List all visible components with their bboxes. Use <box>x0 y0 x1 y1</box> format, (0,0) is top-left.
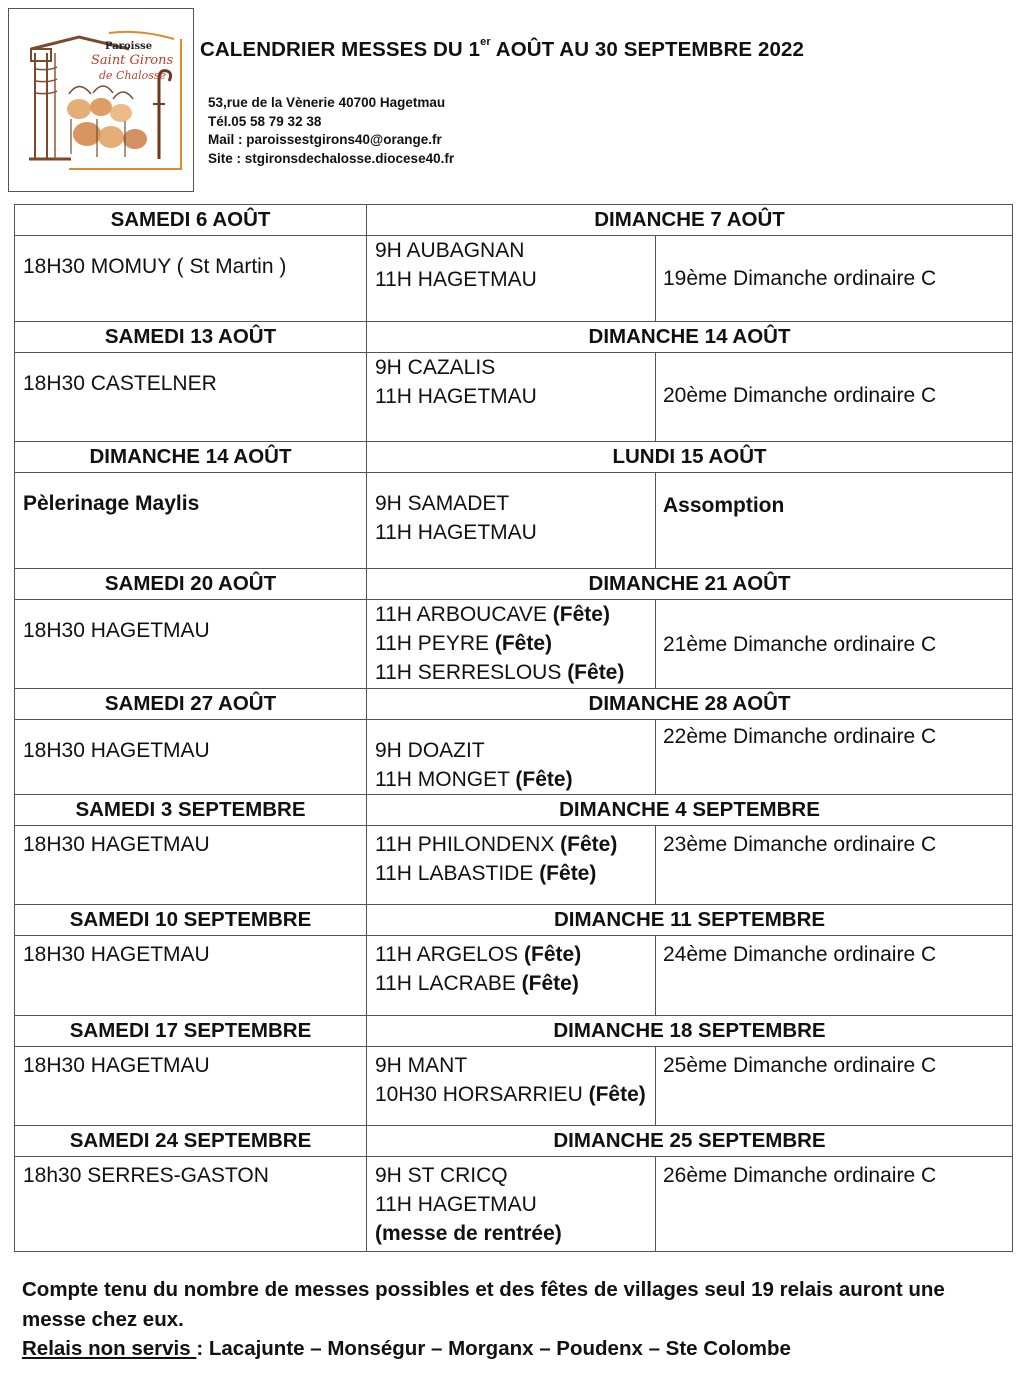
sunday-mass-line <box>375 265 655 294</box>
mass-place: 11H HAGETMAU <box>375 1193 537 1216</box>
liturgy-text: 24ème Dimanche ordinaire C <box>663 943 937 966</box>
week-header-row <box>15 1126 1013 1157</box>
liturgy-text: Assomption <box>663 494 785 517</box>
relais-label: Relais non servis <box>22 1337 197 1360</box>
mass-place: 11H HAGETMAU <box>375 521 537 544</box>
liturgy-text: 23ème Dimanche ordinaire C <box>663 833 937 856</box>
week-body-row <box>15 826 1013 905</box>
logo-subname-text: de Chalosse <box>99 69 167 82</box>
saturday-mass-text: 18h30 SERRES-GASTON <box>23 1164 269 1187</box>
liturgy-cell <box>656 600 1013 689</box>
title-sup: er <box>480 36 491 48</box>
sunday-masses-cell <box>367 236 656 322</box>
sunday-header: DIMANCHE 11 SEPTEMBRE <box>367 905 1013 936</box>
week-header-row <box>15 905 1013 936</box>
sunday-mass-line <box>375 658 655 687</box>
saturday-mass-text: 18H30 HAGETMAU <box>23 739 210 762</box>
mass-note: (messe de rentrée) <box>375 1222 562 1245</box>
liturgy-cell <box>656 720 1013 795</box>
sunday-header: LUNDI 15 AOÛT <box>367 442 1013 473</box>
mass-place: 11H HAGETMAU <box>375 268 537 291</box>
parish-logo <box>8 8 194 192</box>
sunday-mass-line <box>375 859 655 888</box>
mass-note: (Fête) <box>567 661 625 684</box>
contact-address: 53,rue de la Vènerie 40700 Hagetmau <box>208 95 446 110</box>
saturday-header: SAMEDI 17 SEPTEMBRE <box>15 1016 367 1047</box>
mass-note: (Fête) <box>494 632 552 655</box>
week-header-row <box>15 1016 1013 1047</box>
sunday-mass-line <box>375 1219 655 1248</box>
sunday-masses-cell <box>367 600 656 689</box>
sunday-mass-line <box>375 489 655 518</box>
saturday-mass-cell <box>15 826 367 905</box>
week-body-row <box>15 236 1013 322</box>
mass-place: 11H PHILONDENX <box>375 833 561 856</box>
sunday-masses-cell <box>367 353 656 442</box>
saturday-header: DIMANCHE 14 AOÛT <box>15 442 367 473</box>
footer-relais <box>22 1334 1012 1364</box>
mass-place: 9H AUBAGNAN <box>375 239 525 262</box>
footer-note <box>22 1275 1012 1364</box>
mass-place: 11H PEYRE <box>375 632 495 655</box>
week-body-row <box>15 936 1013 1016</box>
mass-calendar-table <box>14 204 1013 1252</box>
sunday-header: DIMANCHE 14 AOÛT <box>367 322 1013 353</box>
sunday-masses-cell <box>367 1157 656 1252</box>
week-body-row <box>15 720 1013 795</box>
saturday-mass-cell <box>15 473 367 569</box>
sunday-masses-cell <box>367 1047 656 1126</box>
sunday-mass-line <box>375 1051 655 1080</box>
sunday-mass-line <box>375 736 655 765</box>
week-body-row <box>15 1047 1013 1126</box>
saturday-header: SAMEDI 13 AOÛT <box>15 322 367 353</box>
liturgy-text: 25ème Dimanche ordinaire C <box>663 1054 937 1077</box>
page-title <box>200 38 804 62</box>
mass-place: 9H CAZALIS <box>375 356 496 379</box>
sunday-mass-line <box>375 1161 655 1190</box>
sunday-header: DIMANCHE 7 AOÛT <box>367 205 1013 236</box>
mass-place: 9H MANT <box>375 1054 468 1077</box>
mass-note: (Fête) <box>552 603 610 626</box>
week-header-row <box>15 322 1013 353</box>
saturday-mass-cell <box>15 236 367 322</box>
contact-block <box>208 94 454 168</box>
sunday-mass-line <box>375 629 655 658</box>
sunday-header: DIMANCHE 18 SEPTEMBRE <box>367 1016 1013 1047</box>
mass-place: 9H DOAZIT <box>375 739 485 762</box>
footer-note-text: Compte tenu du nombre de messes possibles et des fêtes de villages seul 19 relais auront une messe chez eux. <box>22 1278 945 1331</box>
title-part2: AOÛT AU 30 SEPTEMBRE 2022 <box>490 38 804 61</box>
contact-site: Site : stgironsdechalosse.diocese40.fr <box>208 150 455 166</box>
mass-note: (Fête) <box>524 943 582 966</box>
liturgy-cell <box>656 826 1013 905</box>
saturday-header: SAMEDI 3 SEPTEMBRE <box>15 795 367 826</box>
sunday-mass-line <box>375 969 655 998</box>
sunday-mass-line <box>375 1080 655 1109</box>
week-header-row <box>15 795 1013 826</box>
liturgy-cell <box>656 473 1013 569</box>
sunday-header: DIMANCHE 21 AOÛT <box>367 569 1013 600</box>
mass-place: 11H LACRABE <box>375 972 522 995</box>
sunday-mass-line <box>375 940 655 969</box>
saturday-mass-cell <box>15 600 367 689</box>
saturday-header: SAMEDI 20 AOÛT <box>15 569 367 600</box>
mass-place: 9H SAMADET <box>375 492 510 515</box>
saturday-header: SAMEDI 27 AOÛT <box>15 689 367 720</box>
liturgy-text: 19ème Dimanche ordinaire C <box>663 267 937 290</box>
mass-place: 11H HAGETMAU <box>375 385 537 408</box>
sunday-mass-line <box>375 600 655 629</box>
saturday-mass-text: 18H30 HAGETMAU <box>23 619 210 642</box>
saturday-mass-text: 18H30 MOMUY ( St Martin ) <box>23 255 287 278</box>
mass-place: 11H SERRESLOUS <box>375 661 568 684</box>
sunday-mass-line <box>375 765 655 794</box>
mass-place: 11H ARGELOS <box>375 943 525 966</box>
sunday-mass-line <box>375 382 655 411</box>
saturday-mass-cell <box>15 1157 367 1252</box>
title-part1: CALENDRIER MESSES DU 1 <box>200 38 481 61</box>
mass-note: (Fête) <box>588 1083 646 1106</box>
week-body-row <box>15 1157 1013 1252</box>
liturgy-text: 21ème Dimanche ordinaire C <box>663 633 937 656</box>
mass-place: 11H MONGET <box>375 768 516 791</box>
saturday-mass-cell <box>15 936 367 1016</box>
logo-paroisse-text: Paroisse <box>105 41 153 52</box>
mass-place: 11H ARBOUCAVE <box>375 603 553 626</box>
contact-mail: Mail : paroissestgirons40@orange.fr <box>208 132 442 147</box>
liturgy-text: 22ème Dimanche ordinaire C <box>663 725 937 748</box>
mass-note: (Fête) <box>515 768 573 791</box>
sunday-header: DIMANCHE 25 SEPTEMBRE <box>367 1126 1013 1157</box>
sunday-masses-cell <box>367 473 656 569</box>
week-body-row <box>15 353 1013 442</box>
liturgy-cell <box>656 353 1013 442</box>
liturgy-text: 20ème Dimanche ordinaire C <box>663 384 937 407</box>
saturday-header: SAMEDI 10 SEPTEMBRE <box>15 905 367 936</box>
mass-note: (Fête) <box>521 972 579 995</box>
logo-illustration <box>9 9 195 193</box>
contact-phone: Tél.05 58 79 32 38 <box>208 113 322 129</box>
sunday-mass-line <box>375 830 655 859</box>
sunday-masses-cell <box>367 826 656 905</box>
mass-place: 9H ST CRICQ <box>375 1164 508 1187</box>
saturday-mass-text: 18H30 HAGETMAU <box>23 833 210 856</box>
week-header-row <box>15 205 1013 236</box>
saturday-header: SAMEDI 24 SEPTEMBRE <box>15 1126 367 1157</box>
week-header-row <box>15 569 1013 600</box>
sunday-masses-cell <box>367 936 656 1016</box>
sunday-mass-line <box>375 353 655 382</box>
sunday-mass-line <box>375 236 655 265</box>
mass-place: 10H30 HORSARRIEU <box>375 1083 589 1106</box>
mass-place: 11H LABASTIDE <box>375 862 540 885</box>
mass-note: (Fête) <box>560 833 618 856</box>
liturgy-cell <box>656 936 1013 1016</box>
saturday-mass-text: 18H30 HAGETMAU <box>23 943 210 966</box>
saturday-mass-cell <box>15 720 367 795</box>
saturday-header: SAMEDI 6 AOÛT <box>15 205 367 236</box>
sunday-header: DIMANCHE 4 SEPTEMBRE <box>367 795 1013 826</box>
week-header-row <box>15 442 1013 473</box>
week-header-row <box>15 689 1013 720</box>
saturday-mass-text: 18H30 CASTELNER <box>23 372 217 395</box>
saturday-mass-text: 18H30 HAGETMAU <box>23 1054 210 1077</box>
liturgy-cell <box>656 1047 1013 1126</box>
saturday-mass-text: Pèlerinage Maylis <box>23 492 200 515</box>
saturday-mass-cell <box>15 1047 367 1126</box>
liturgy-cell <box>656 236 1013 322</box>
sunday-header: DIMANCHE 28 AOÛT <box>367 689 1013 720</box>
saturday-mass-cell <box>15 353 367 442</box>
logo-name-text: Saint Girons <box>91 53 174 68</box>
week-body-row <box>15 600 1013 689</box>
liturgy-text: 26ème Dimanche ordinaire C <box>663 1164 937 1187</box>
liturgy-cell <box>656 1157 1013 1252</box>
mass-note: (Fête) <box>539 862 597 885</box>
relais-list: : Lacajunte – Monségur – Morganx – Poudenx – Ste Colombe <box>196 1337 791 1360</box>
sunday-mass-line <box>375 518 655 547</box>
week-body-row <box>15 473 1013 569</box>
sunday-masses-cell <box>367 720 656 795</box>
sunday-mass-line <box>375 1190 655 1219</box>
